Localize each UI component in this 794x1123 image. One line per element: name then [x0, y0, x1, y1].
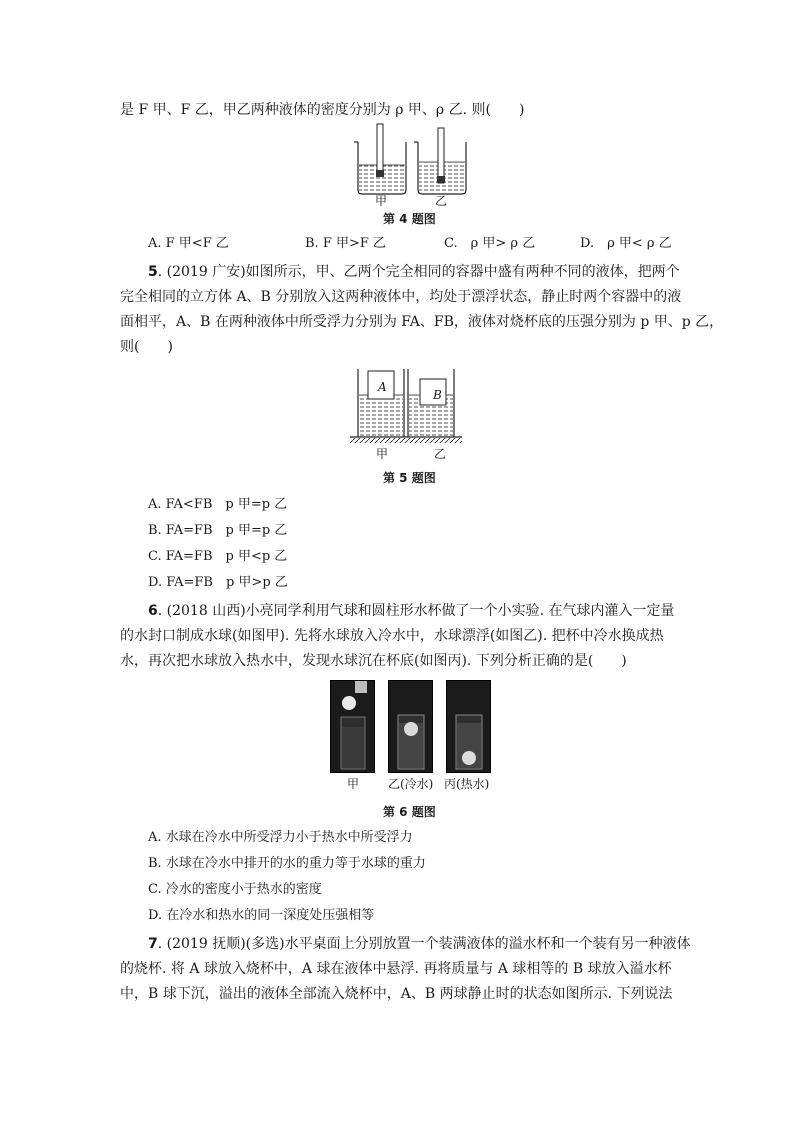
q6-stem-line-3: 水，再次把水球放入热水中，发现水球沉在杯底(如图丙). 下列分析正确的是( ) — [120, 653, 627, 669]
q6-fig-label-yi: 乙(冷水) — [388, 777, 434, 791]
q4-stem-tail: 是 F 甲、F 乙，甲乙两种液体的密度分别为 ρ 甲、ρ 乙. 则( ) — [120, 102, 525, 118]
q6-stem-line-1: 6. (2018 山西)小亮同学利用气球和圆柱形水杯做了一个小实验. 在气球内灌入一定量 — [148, 603, 675, 619]
q5-stem-line-3: 面相平，A、B 在两种液体中所受浮力分别为 FA、FB，液体对烧杯底的压强分别为 p 甲、p 乙， — [120, 314, 724, 330]
q7-number: 7 — [148, 936, 158, 952]
q4-option-d: D. ρ 甲< ρ 乙 — [580, 236, 672, 251]
q5-figure-containers — [348, 365, 464, 445]
q4-fig-label-yi: 乙 — [435, 194, 448, 208]
q5-option-d: D. FA=FB p 甲>p 乙 — [148, 575, 288, 590]
q7-stem-line-2: 的烧杯. 将 A 球放入烧杯中，A 球在液体中悬浮. 再将质量与 A 球相等的 B 球放入溢水杯 — [120, 961, 672, 977]
q4-caption: 第 4 题图 — [383, 212, 436, 226]
q6-photo-jia — [330, 680, 375, 773]
q4-option-c: C. ρ 甲> ρ 乙 — [444, 236, 536, 251]
q6-stem-line-2: 的水封口制成水球(如图甲). 先将水球放入冷水中，水球漂浮(如图乙). 把杯中冷水换成热 — [120, 628, 664, 644]
q4-figure-beakers — [352, 120, 472, 210]
q4-option-b: B. F 甲>F 乙 — [305, 236, 387, 251]
q5-fig-label-yi: 乙 — [434, 447, 447, 461]
q5-option-b: B. FA=FB p 甲=p 乙 — [148, 523, 288, 538]
q6-option-d: D. 在冷水和热水的同一深度处压强相等 — [148, 908, 375, 923]
q6-photo-yi — [388, 680, 433, 773]
q6-fig-label-jia: 甲 — [347, 777, 360, 791]
q5-stem-line-4: 则( ) — [120, 339, 173, 355]
q4-fig-label-jia: 甲 — [375, 194, 388, 208]
q6-number: 6 — [148, 603, 158, 619]
q6-option-c: C. 冷水的密度小于热水的密度 — [148, 882, 322, 897]
q5-stem-line-2: 完全相同的立方体 A、B 分别放入这两种液体中，均处于漂浮状态，静止时两个容器中的液 — [120, 289, 682, 305]
q6-option-b: B. 水球在冷水中排开的水的重力等于水球的重力 — [148, 856, 426, 871]
q5-caption: 第 5 题图 — [383, 471, 436, 485]
q4-option-a: A. F 甲<F 乙 — [148, 236, 229, 251]
q5-fig-label-jia: 甲 — [376, 447, 389, 461]
q7-stem-line-3: 中，B 球下沉，溢出的液体全部流入烧杯中，A、B 两球静止时的状态如图所示. 下列说法 — [120, 986, 673, 1002]
q6-photo-jia-drawing — [331, 681, 374, 772]
q5-block-a-label: A — [378, 380, 387, 394]
q5-number: 5 — [148, 264, 158, 280]
q5-block-b-label: B — [433, 388, 442, 402]
q5-option-a: A. FA<FB p 甲=p 乙 — [148, 497, 288, 512]
q5-stem-line-1: 5. (2019 广安)如图所示，甲、乙两个完全相同的容器中盛有两种不同的液体，把两个 — [148, 264, 680, 280]
q6-fig-label-bing: 丙(热水) — [444, 777, 490, 791]
q6-option-a: A. 水球在冷水中所受浮力小于热水中所受浮力 — [148, 830, 413, 845]
q7-stem-line-1: 7. (2019 抚顺)(多选)水平桌面上分别放置一个装满液体的溢水杯和一个装有另一种液体 — [148, 936, 691, 952]
q6-photo-bing-drawing — [447, 681, 490, 772]
q5-option-c: C. FA=FB p 甲<p 乙 — [148, 549, 288, 564]
q6-photo-yi-drawing — [389, 681, 432, 772]
q6-caption: 第 6 题图 — [383, 805, 436, 819]
q6-photo-bing — [446, 680, 491, 773]
